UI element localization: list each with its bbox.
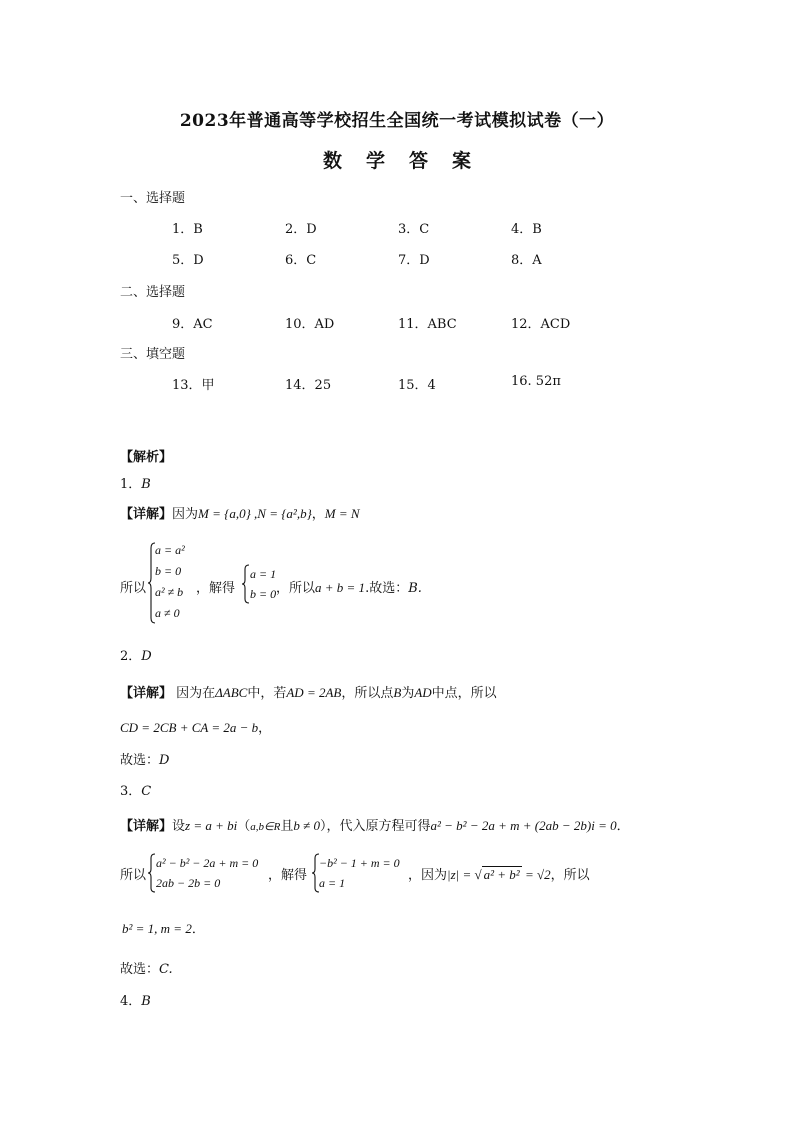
q2-choose <box>120 749 169 768</box>
math: a² − b² − 2a + m + (2ab − 2b)i = 0 <box>430 818 617 833</box>
q4-number <box>120 990 151 1009</box>
q1-conclusion <box>276 577 422 596</box>
math: CD = 2CB + CA = 2a − b <box>120 720 259 735</box>
eq-line: a = 1 <box>250 567 277 581</box>
text: ． <box>616 819 630 834</box>
text: ，所以点 <box>341 686 394 701</box>
text: ，所以 <box>276 581 316 596</box>
q1-system-2 <box>250 564 276 604</box>
detail-tag: 【详解】 <box>120 686 173 701</box>
q2-number <box>120 645 152 664</box>
math: B <box>393 685 402 700</box>
answer-item: 1．B <box>172 222 203 237</box>
answer-item: 14．25 <box>285 378 332 393</box>
math: z = a + bi <box>185 818 238 833</box>
answer-item: 2．D <box>285 222 317 237</box>
q3-so: 所以 <box>120 868 147 883</box>
answer-item: 12．ACD <box>511 317 571 332</box>
text: ， <box>258 721 272 736</box>
answer-item: 4．B <box>511 222 542 237</box>
detail-text: 因为 <box>172 507 199 522</box>
q2-detail-line2 <box>120 717 271 736</box>
math: ΔABC <box>215 685 248 700</box>
q-answer: C. <box>159 962 173 977</box>
answer-item: 3．C <box>398 222 430 237</box>
q3-system-2 <box>319 853 400 893</box>
q1-number <box>120 473 151 492</box>
q-answer: B <box>141 477 151 492</box>
text: 设 <box>172 819 186 834</box>
q-answer: C <box>141 784 152 799</box>
q3-solve: ，解得 <box>268 868 308 883</box>
math: M = N <box>324 506 360 521</box>
eq-line: a ≠ 0 <box>155 606 180 620</box>
subtitle-char: 案 <box>452 150 472 172</box>
q3-detail-line3 <box>122 918 205 937</box>
text: ． <box>191 922 205 937</box>
text: （ <box>237 819 251 834</box>
q1-detail <box>120 503 360 522</box>
text: ，所以 <box>550 868 590 883</box>
text: 为 <box>401 686 415 701</box>
math: |z| = <box>447 867 475 882</box>
detail-tag: 【详解】 <box>120 507 173 522</box>
answer-item: 9．AC <box>172 317 213 332</box>
eq-line: 2ab − 2b = 0 <box>156 876 221 890</box>
detail-sep: ， <box>311 507 325 522</box>
left-brace-icon <box>148 853 156 893</box>
q-num: 4． <box>120 994 142 1009</box>
text: 故选： <box>120 753 160 768</box>
math: a² + b² <box>483 867 520 882</box>
math: AD = 2AB <box>286 685 342 700</box>
analysis-heading: 【解析】 <box>120 450 173 465</box>
section-label-1: 一、选择题 <box>120 191 186 206</box>
answer-item: 7．D <box>398 253 430 268</box>
answer-item: 10．AD <box>285 317 335 332</box>
section-label-2: 二、选择题 <box>120 285 186 300</box>
q1-solve: ，解得 <box>196 581 236 596</box>
text: 故选： <box>120 962 160 977</box>
eq-line: a² − b² − 2a + m = 0 <box>156 856 259 870</box>
text: 中，若 <box>247 686 287 701</box>
answer-item: 6．C <box>285 253 317 268</box>
q1-system-1 <box>155 540 185 624</box>
eq-line: a = 1 <box>319 876 346 890</box>
text: .故选： <box>365 581 409 596</box>
answer-item: 5．D <box>172 253 204 268</box>
section-label-3: 三、填空题 <box>120 347 186 362</box>
answer-item: 8．A <box>511 253 542 268</box>
eq-line: −b² − 1 + m = 0 <box>319 856 400 870</box>
q-num: 3． <box>120 784 142 799</box>
page-subtitle <box>0 146 794 173</box>
q-answer: B <box>141 994 151 1009</box>
q-answer: B. <box>408 581 422 596</box>
text: 且 <box>280 819 294 834</box>
left-brace-icon <box>242 564 250 604</box>
eq-line: a² ≠ b <box>155 585 184 599</box>
q3-system-1 <box>156 853 258 893</box>
math: b² = 1, m = 2 <box>122 921 192 936</box>
subtitle-char: 学 <box>365 150 385 172</box>
math: a + b = 1 <box>315 580 366 595</box>
q-num: 1． <box>120 477 142 492</box>
eq-line: a = a² <box>155 543 185 557</box>
text: 中点，所以 <box>431 686 497 701</box>
q3-choose <box>120 958 173 977</box>
answer-item: 11．ABC <box>398 317 457 332</box>
q2-detail-line1 <box>120 682 497 701</box>
eq-line: b = 0 <box>250 587 277 601</box>
q3-detail-line1 <box>120 815 630 834</box>
q1-so: 所以 <box>120 581 147 596</box>
eq-line: b = 0 <box>155 564 182 578</box>
math: M = {a,0} ,N = {a²,b} <box>198 506 312 521</box>
detail-tag: 【详解】 <box>120 819 173 834</box>
text: ，因为 <box>408 868 448 883</box>
q3-because: ，因为|z| = √ a² + b² = √2，所以 <box>408 867 590 883</box>
text: ），代入原方程可得 <box>319 819 431 834</box>
math: a,b∈R <box>250 821 281 833</box>
page-title: 2023年普通高等学校招生全国统一考试模拟试卷（一） <box>179 111 615 131</box>
q3-number <box>120 780 151 799</box>
q-answer: D <box>141 649 152 664</box>
answer-item: 16. 52π <box>511 374 561 389</box>
subtitle-char: 答 <box>409 150 429 172</box>
math: = √2 <box>521 867 551 882</box>
q-answer: D <box>159 753 170 768</box>
answer-item: 13．甲 <box>172 378 215 393</box>
math: b ≠ 0 <box>293 818 320 833</box>
text: 因为在 <box>172 686 216 701</box>
answer-item: 15．4 <box>398 378 436 393</box>
subtitle-char: 数 <box>322 150 342 172</box>
q-num: 2． <box>120 649 142 664</box>
math: AD <box>414 685 432 700</box>
